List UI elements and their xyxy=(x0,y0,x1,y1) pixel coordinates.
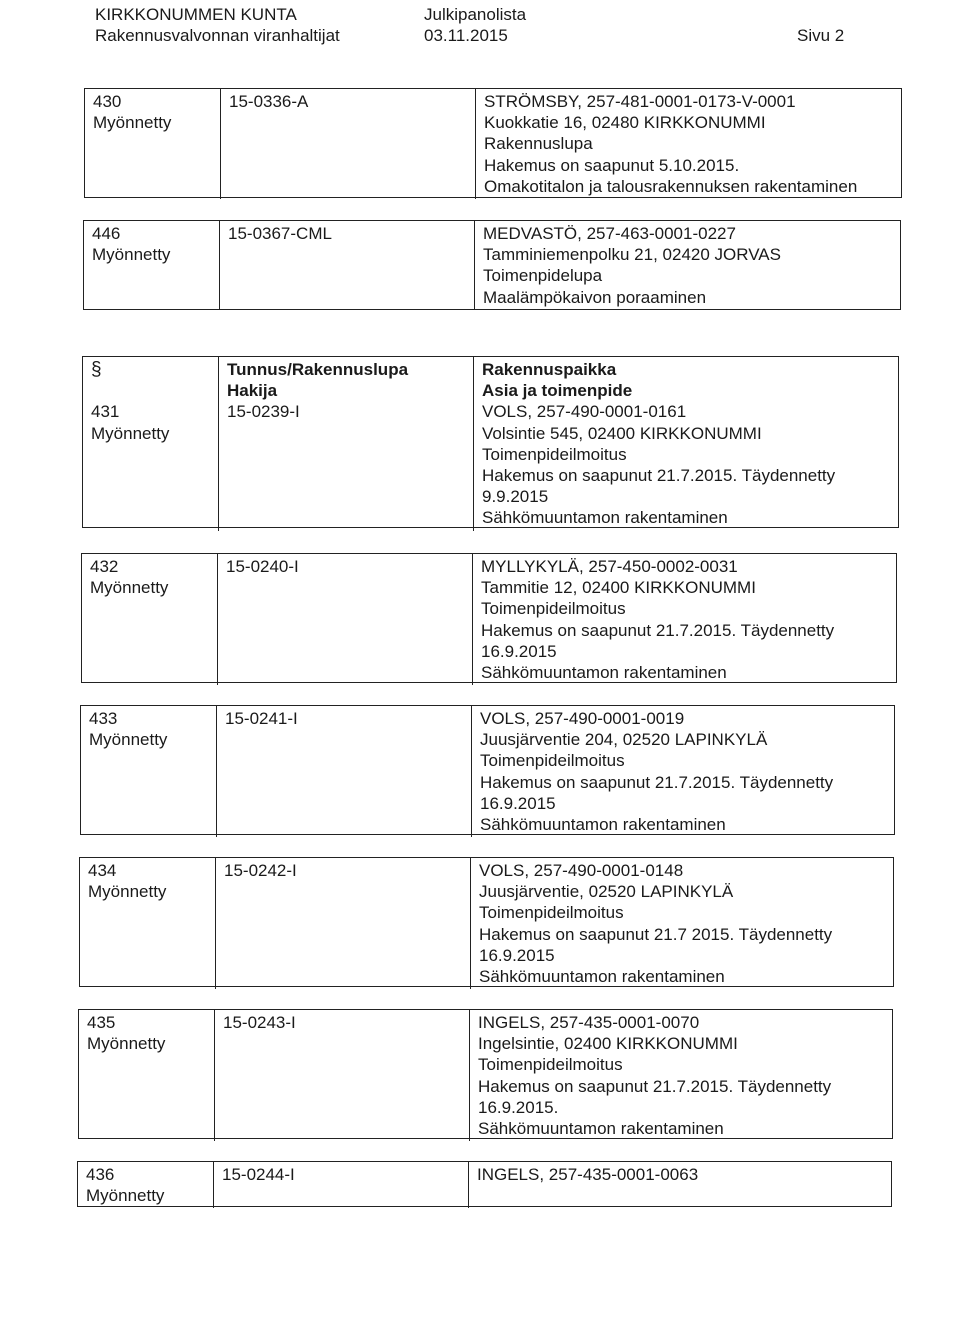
department: Rakennusvalvonnan viranhaltijat xyxy=(95,26,340,45)
record-number: 434 xyxy=(88,861,117,880)
record-details-cell xyxy=(472,554,896,685)
detail-line: Toimenpideilmoitus xyxy=(482,444,627,464)
permit-code-cell xyxy=(216,706,471,837)
record-id-cell xyxy=(78,1162,213,1208)
detail-line: Hakemus on saapunut 5.10.2015. xyxy=(484,155,740,175)
detail-line: Sähkömuuntamon rakentaminen xyxy=(478,1119,724,1139)
org-name: KIRKKONUMMEN KUNTA xyxy=(95,5,297,24)
detail-line: 9.9.2015 xyxy=(482,487,549,507)
permit-code: 15-0241-I xyxy=(225,709,298,728)
page-header xyxy=(0,4,960,48)
permit-code-cell xyxy=(214,1010,469,1141)
detail-line: 16.9.2015 xyxy=(481,641,557,661)
section-sign-icon: § xyxy=(91,359,102,380)
record-430 xyxy=(84,88,902,198)
document-type: Julkipanolista xyxy=(424,5,527,24)
record-id-cell xyxy=(82,554,217,685)
detail-line: Ingelsintie, 02400 KIRKKONUMMI xyxy=(478,1034,738,1054)
record-435 xyxy=(78,1009,893,1139)
record-id-cell xyxy=(80,858,215,989)
detail-line: Sähkömuuntamon rakentaminen xyxy=(480,815,726,835)
record-status: Myönnetty xyxy=(88,882,167,902)
permit-code: 15-0336-A xyxy=(229,92,309,111)
record-id-cell xyxy=(83,357,218,531)
detail-line: Omakotitalon ja talousrakennuksen rakentaminen xyxy=(484,176,858,196)
detail-line: VOLS, 257-490-0001-0161 xyxy=(482,402,687,422)
detail-line: VOLS, 257-490-0001-0148 xyxy=(479,861,684,880)
permit-code: 15-0239-I xyxy=(227,402,300,422)
record-number: 430 xyxy=(93,92,122,111)
detail-line: Sähkömuuntamon rakentaminen xyxy=(481,663,727,683)
record-details-cell xyxy=(470,858,893,989)
record-number: 436 xyxy=(86,1165,115,1184)
record-status: Myönnetty xyxy=(91,423,170,443)
record-number: 432 xyxy=(90,557,119,576)
detail-line: Toimenpideilmoitus xyxy=(480,751,625,771)
detail-line: Toimenpideilmoitus xyxy=(481,599,626,619)
detail-line: Tamminiemenpolku 21, 02420 JORVAS xyxy=(483,245,781,265)
record-details-cell xyxy=(475,89,901,199)
record-status: Myönnetty xyxy=(92,245,171,265)
record-number: 435 xyxy=(87,1013,116,1032)
detail-line: Hakemus on saapunut 21.7 2015. Täydennetty xyxy=(479,924,833,944)
permit-code-cell xyxy=(218,357,473,531)
permit-code: 15-0244-I xyxy=(222,1165,295,1184)
record-status: Myönnetty xyxy=(87,1034,166,1054)
record-436 xyxy=(77,1161,892,1207)
permit-code-cell xyxy=(215,858,470,989)
permit-code-cell xyxy=(217,554,472,685)
record-details-cell xyxy=(473,357,898,531)
detail-line: Juusjärventie, 02520 LAPINKYLÄ xyxy=(479,882,734,902)
column-header-matter: Asia ja toimenpide xyxy=(482,381,633,401)
record-434 xyxy=(79,857,894,987)
record-details-cell xyxy=(471,706,894,837)
detail-line: Rakennuslupa xyxy=(484,134,593,154)
detail-line: Juusjärventie 204, 02520 LAPINKYLÄ xyxy=(480,730,768,750)
permit-code: 15-0242-I xyxy=(224,861,297,880)
record-details-cell xyxy=(469,1010,892,1141)
detail-line: INGELS, 257-435-0001-0070 xyxy=(478,1013,700,1032)
permit-code-cell xyxy=(219,221,474,310)
record-status: Myönnetty xyxy=(90,578,169,598)
permit-code: 15-0367-CML xyxy=(228,224,332,243)
detail-line: VOLS, 257-490-0001-0019 xyxy=(480,709,685,728)
detail-line: Toimenpideilmoitus xyxy=(478,1055,623,1075)
detail-line: Hakemus on saapunut 21.7.2015. Täydennetty xyxy=(481,620,835,640)
record-status: Myönnetty xyxy=(89,730,168,750)
detail-line: Sähkömuuntamon rakentaminen xyxy=(479,967,725,987)
detail-line: Hakemus on saapunut 21.7.2015. Täydennetty xyxy=(480,772,834,792)
detail-line: 16.9.2015. xyxy=(478,1097,559,1117)
detail-line: Maalämpökaivon poraaminen xyxy=(483,287,707,307)
record-431 xyxy=(82,356,899,528)
record-details-cell xyxy=(468,1162,891,1208)
detail-line: Kuokkatie 16, 02480 KIRKKONUMMI xyxy=(484,113,766,133)
record-id-cell xyxy=(84,221,219,310)
detail-line: MYLLYKYLÄ, 257-450-0002-0031 xyxy=(481,557,738,576)
record-number: 431 xyxy=(91,402,120,422)
record-details-cell xyxy=(474,221,900,310)
record-432 xyxy=(81,553,897,683)
permit-code-cell xyxy=(220,89,475,199)
record-id-cell xyxy=(85,89,220,199)
permit-code: 15-0243-I xyxy=(223,1013,296,1032)
record-status: Myönnetty xyxy=(93,113,172,133)
detail-line: MEDVASTÖ, 257-463-0001-0227 xyxy=(483,224,736,243)
detail-line: Tammitie 12, 02400 KIRKKONUMMI xyxy=(481,578,756,598)
detail-line: 16.9.2015 xyxy=(479,945,555,965)
detail-line: 16.9.2015 xyxy=(480,793,556,813)
permit-code-cell xyxy=(213,1162,468,1208)
record-id-cell xyxy=(79,1010,214,1141)
column-header-applicant: Hakija xyxy=(227,381,278,401)
detail-line: Volsintie 545, 02400 KIRKKONUMMI xyxy=(482,423,762,443)
column-header-site: Rakennuspaikka xyxy=(482,360,617,379)
detail-line: Hakemus on saapunut 21.7.2015. Täydennetty xyxy=(478,1076,832,1096)
record-446 xyxy=(83,220,901,310)
column-header-permit: Tunnus/Rakennuslupa xyxy=(227,360,409,379)
record-433 xyxy=(80,705,895,835)
permit-code: 15-0240-I xyxy=(226,557,299,576)
record-number: 446 xyxy=(92,224,121,243)
page-number: Sivu 2 xyxy=(797,26,845,45)
detail-line: Hakemus on saapunut 21.7.2015. Täydennetty xyxy=(482,466,836,486)
record-number: 433 xyxy=(89,709,118,728)
detail-line: STRÖMSBY, 257-481-0001-0173-V-0001 xyxy=(484,92,796,111)
record-id-cell xyxy=(81,706,216,837)
detail-line: Sähkömuuntamon rakentaminen xyxy=(482,508,728,528)
record-status: Myönnetty xyxy=(86,1186,165,1206)
detail-line: INGELS, 257-435-0001-0063 xyxy=(477,1165,699,1184)
detail-line: Toimenpideilmoitus xyxy=(479,903,624,923)
detail-line: Toimenpidelupa xyxy=(483,266,603,286)
document-date: 03.11.2015 xyxy=(424,26,508,45)
